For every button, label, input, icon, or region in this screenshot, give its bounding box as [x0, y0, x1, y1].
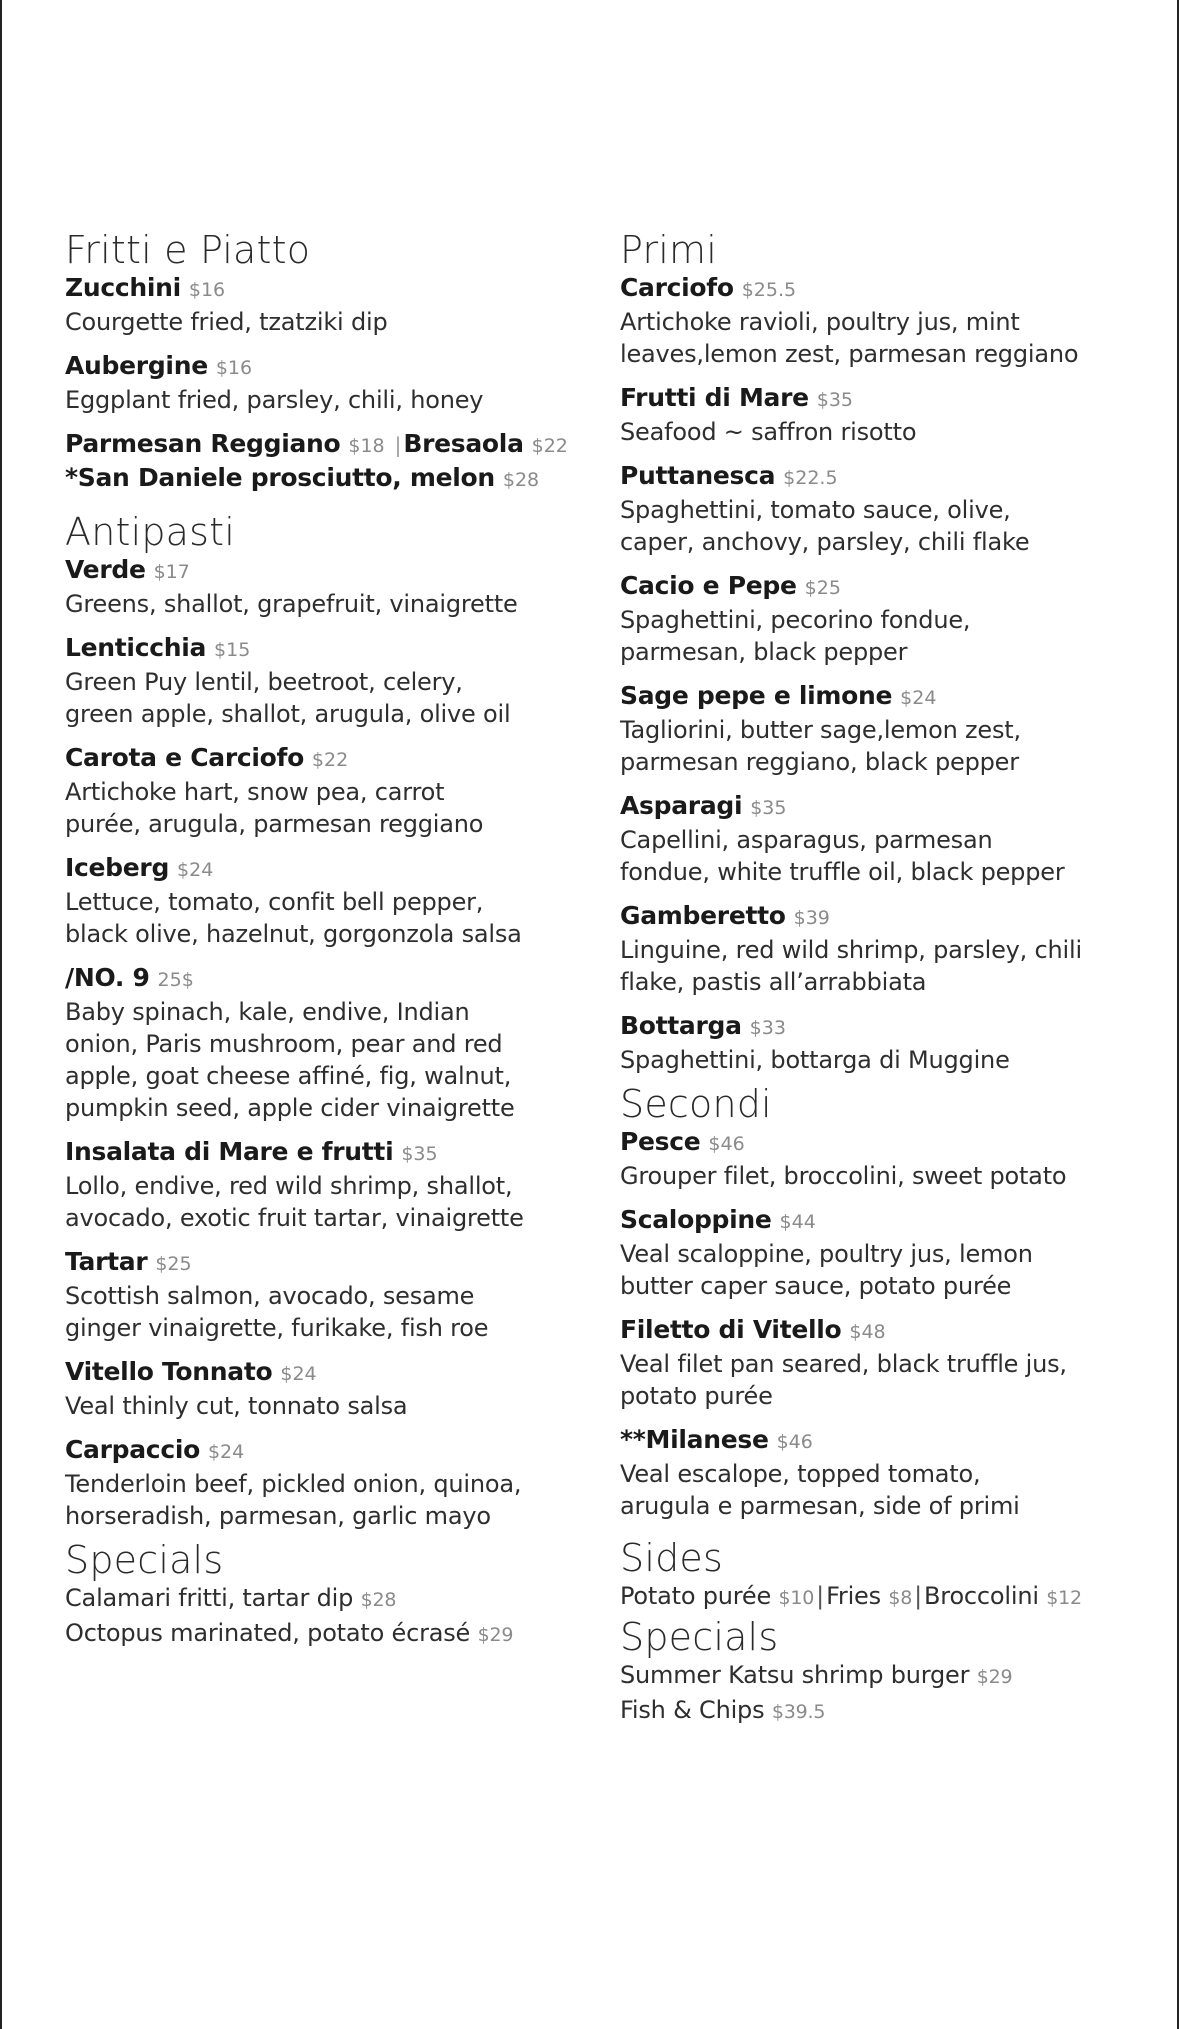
item-description-line: Scottish salmon, avocado, sesame — [65, 1282, 475, 1310]
special-price: $28 — [360, 1589, 397, 1611]
item-price: $22 — [311, 749, 349, 771]
menu-item — [620, 680, 1165, 778]
item-description-line: Veal escalope, topped tomato, — [620, 1460, 981, 1488]
secondi-list — [620, 1126, 1165, 1522]
item-name: Iceberg — [65, 853, 170, 882]
section-title-specials-right: Specials — [620, 1615, 779, 1659]
item-price: $44 — [779, 1211, 816, 1233]
item-description-line: Veal thinly cut, tonnato salsa — [65, 1392, 408, 1420]
item-price: $25 — [155, 1253, 192, 1275]
item-description-line: Lettuce, tomato, confit bell pepper, — [65, 888, 484, 916]
side-price: $10 — [778, 1587, 815, 1609]
menu-item — [65, 962, 585, 1124]
special-line — [65, 1617, 585, 1652]
item-price: $39 — [793, 907, 830, 929]
menu-item-aubergine — [65, 350, 585, 416]
special-price: $29 — [477, 1624, 514, 1646]
item-name: Vitello Tonnato — [65, 1357, 273, 1386]
item-name: Asparagi — [620, 791, 743, 820]
item-name: Bresaola — [403, 429, 524, 458]
item-name: Aubergine — [65, 351, 208, 380]
item-name: Zucchini — [65, 273, 181, 302]
item-price: $24 — [900, 687, 937, 709]
antipasti-list — [65, 554, 585, 1532]
menu-item — [620, 900, 1165, 998]
menu-column-right — [620, 228, 1165, 1729]
item-price: $46 — [708, 1133, 745, 1155]
section-title-fritti: Fritti e Piatto — [65, 228, 311, 272]
item-price: $28 — [502, 469, 540, 491]
special-line — [620, 1659, 1165, 1694]
item-name: Tartar — [65, 1247, 148, 1276]
item-name: Puttanesca — [620, 461, 776, 490]
special-text: Calamari fritti, tartar dip — [65, 1584, 354, 1612]
menu-item — [620, 1314, 1165, 1412]
item-description-line: fondue, white truffle oil, black pepper — [620, 858, 1065, 886]
item-name: Verde — [65, 555, 146, 584]
special-price: $39.5 — [771, 1701, 826, 1723]
item-description-line: apple, goat cheese affiné, fig, walnut, — [65, 1062, 512, 1090]
menu-item — [620, 460, 1165, 558]
menu-item — [65, 852, 585, 950]
item-description-line: Seafood ~ saffron risotto — [620, 418, 917, 446]
item-price: $18 — [348, 435, 385, 457]
item-description-line: Veal scaloppine, poultry jus, lemon — [620, 1240, 1033, 1268]
item-description-line: parmesan reggiano, black pepper — [620, 748, 1019, 776]
item-description-line: leaves,lemon zest, parmesan reggiano — [620, 340, 1079, 368]
item-description-line: ginger vinaigrette, furikake, fish roe — [65, 1314, 489, 1342]
item-description-line: Baby spinach, kale, endive, Indian — [65, 998, 470, 1026]
item-name: Lenticchia — [65, 633, 207, 662]
item-price: $35 — [750, 797, 787, 819]
item-description-line: Greens, shallot, grapefruit, vinaigrette — [65, 590, 518, 618]
item-name: Gamberetto — [620, 901, 786, 930]
side-text: Broccolini — [924, 1582, 1039, 1610]
special-line — [65, 1582, 585, 1617]
menu-item — [620, 1204, 1165, 1302]
item-name: Cacio e Pepe — [620, 571, 797, 600]
special-text: Fish & Chips — [620, 1696, 765, 1724]
item-name: **Milanese — [620, 1425, 769, 1454]
item-price: $48 — [849, 1321, 886, 1343]
section-title-antipasti: Antipasti — [65, 510, 235, 554]
section-title-secondi: Secondi — [620, 1082, 772, 1126]
item-description-line: arugula e parmesan, side of primi — [620, 1492, 1020, 1520]
side-price: $8 — [888, 1587, 913, 1609]
menu-item-parmesan-bresaola — [65, 428, 585, 496]
item-description-line: Lollo, endive, red wild shrimp, shallot, — [65, 1172, 513, 1200]
item-price: $15 — [214, 639, 251, 661]
side-text: Fries — [826, 1582, 881, 1610]
item-price: $25.5 — [741, 279, 797, 301]
item-name: Bottarga — [620, 1011, 742, 1040]
menu-item — [620, 1010, 1165, 1076]
item-description-line: avocado, exotic fruit tartar, vinaigrette — [65, 1204, 524, 1232]
item-price: $35 — [401, 1143, 438, 1165]
item-price: $25 — [804, 577, 841, 599]
item-description-line: purée, arugula, parmesan reggiano — [65, 810, 484, 838]
item-description-line: Artichoke hart, snow pea, carrot — [65, 778, 445, 806]
separator: | — [816, 1582, 825, 1610]
menu-item — [65, 1356, 585, 1422]
menu-item — [620, 790, 1165, 888]
menu-column-left — [65, 228, 585, 1652]
item-name: Carciofo — [620, 273, 734, 302]
menu-item — [65, 1434, 585, 1532]
item-name: Sage pepe e limone — [620, 681, 893, 710]
menu-item — [620, 382, 1165, 448]
item-price: $46 — [776, 1431, 813, 1453]
item-description-line: Spaghettini, tomato sauce, olive, — [620, 496, 1011, 524]
item-price: $22.5 — [783, 467, 838, 489]
item-name: /NO. 9 — [65, 963, 150, 992]
item-description-line: Capellini, asparagus, parmesan — [620, 826, 993, 854]
side-text: Potato purée — [620, 1582, 772, 1610]
item-description-line: Spaghettini, bottarga di Muggine — [620, 1046, 1010, 1074]
separator: | — [394, 433, 402, 457]
item-price: $24 — [177, 859, 214, 881]
item-description-line: Green Puy lentil, beetroot, celery, — [65, 668, 463, 696]
section-title-sides: Sides — [620, 1536, 723, 1580]
item-name: Carpaccio — [65, 1435, 200, 1464]
item-description-line: butter caper sauce, potato purée — [620, 1272, 1012, 1300]
item-name: Insalata di Mare e frutti — [65, 1137, 394, 1166]
menu-item — [65, 742, 585, 840]
item-name: *San Daniele prosciutto, melon — [65, 463, 495, 492]
separator: | — [914, 1582, 923, 1610]
item-description-line: Veal filet pan seared, black truffle jus, — [620, 1350, 1067, 1378]
sides-line — [620, 1580, 1165, 1615]
item-description-line: parmesan, black pepper — [620, 638, 908, 666]
menu-item — [620, 1424, 1165, 1522]
menu-item — [620, 1126, 1165, 1192]
item-price: $16 — [188, 279, 226, 301]
side-price: $12 — [1046, 1587, 1082, 1609]
item-price: $35 — [816, 389, 853, 411]
item-price: $24 — [207, 1441, 245, 1463]
item-name: Frutti di Mare — [620, 383, 809, 412]
item-description: Courgette fried, tzatziki dip — [65, 308, 388, 336]
item-description-line: Linguine, red wild shrimp, parsley, chili — [620, 936, 1082, 964]
primi-list — [620, 272, 1165, 1076]
item-name: Parmesan Reggiano — [65, 429, 341, 458]
item-description: Eggplant fried, parsley, chili, honey — [65, 386, 484, 414]
menu-item — [65, 632, 585, 730]
item-description-line: Artichoke ravioli, poultry jus, mint — [620, 308, 1020, 336]
item-description-line: black olive, hazelnut, gorgonzola salsa — [65, 920, 522, 948]
item-price: $24 — [280, 1363, 317, 1385]
menu-item — [620, 272, 1165, 370]
item-price: $17 — [153, 561, 190, 583]
menu-item — [65, 1136, 585, 1234]
item-description-line: horseradish, parmesan, garlic mayo — [65, 1502, 491, 1530]
item-name: Pesce — [620, 1127, 701, 1156]
item-name: Scaloppine — [620, 1205, 772, 1234]
menu-item-zucchini — [65, 272, 585, 338]
section-title-primi: Primi — [620, 228, 718, 272]
menu-item — [620, 570, 1165, 668]
special-text: Summer Katsu shrimp burger — [620, 1661, 970, 1689]
item-description-line: green apple, shallot, arugula, olive oil — [65, 700, 511, 728]
special-text: Octopus marinated, potato écrasé — [65, 1619, 471, 1647]
item-price: $22 — [531, 435, 568, 457]
item-description-line: flake, pastis all’arrabbiata — [620, 968, 927, 996]
special-line — [620, 1694, 1165, 1729]
item-price: 25$ — [157, 969, 194, 991]
item-description-line: pumpkin seed, apple cider vinaigrette — [65, 1094, 515, 1122]
special-price: $29 — [976, 1666, 1013, 1688]
item-description-line: Grouper filet, broccolini, sweet potato — [620, 1162, 1067, 1190]
item-description-line: Tenderloin beef, pickled onion, quinoa, — [65, 1470, 522, 1498]
item-description-line: caper, anchovy, parsley, chili flake — [620, 528, 1030, 556]
item-price: $33 — [749, 1017, 786, 1039]
item-name: Filetto di Vitello — [620, 1315, 842, 1344]
item-description-line: potato purée — [620, 1382, 773, 1410]
item-description-line: Spaghettini, pecorino fondue, — [620, 606, 971, 634]
item-description-line: Tagliorini, butter sage,lemon zest, — [620, 716, 1021, 744]
section-title-specials-left: Specials — [65, 1538, 224, 1582]
item-name: Carota e Carciofo — [65, 743, 304, 772]
menu-item — [65, 554, 585, 620]
menu-item — [65, 1246, 585, 1344]
item-price: $16 — [215, 357, 253, 379]
item-description-line: onion, Paris mushroom, pear and red — [65, 1030, 503, 1058]
